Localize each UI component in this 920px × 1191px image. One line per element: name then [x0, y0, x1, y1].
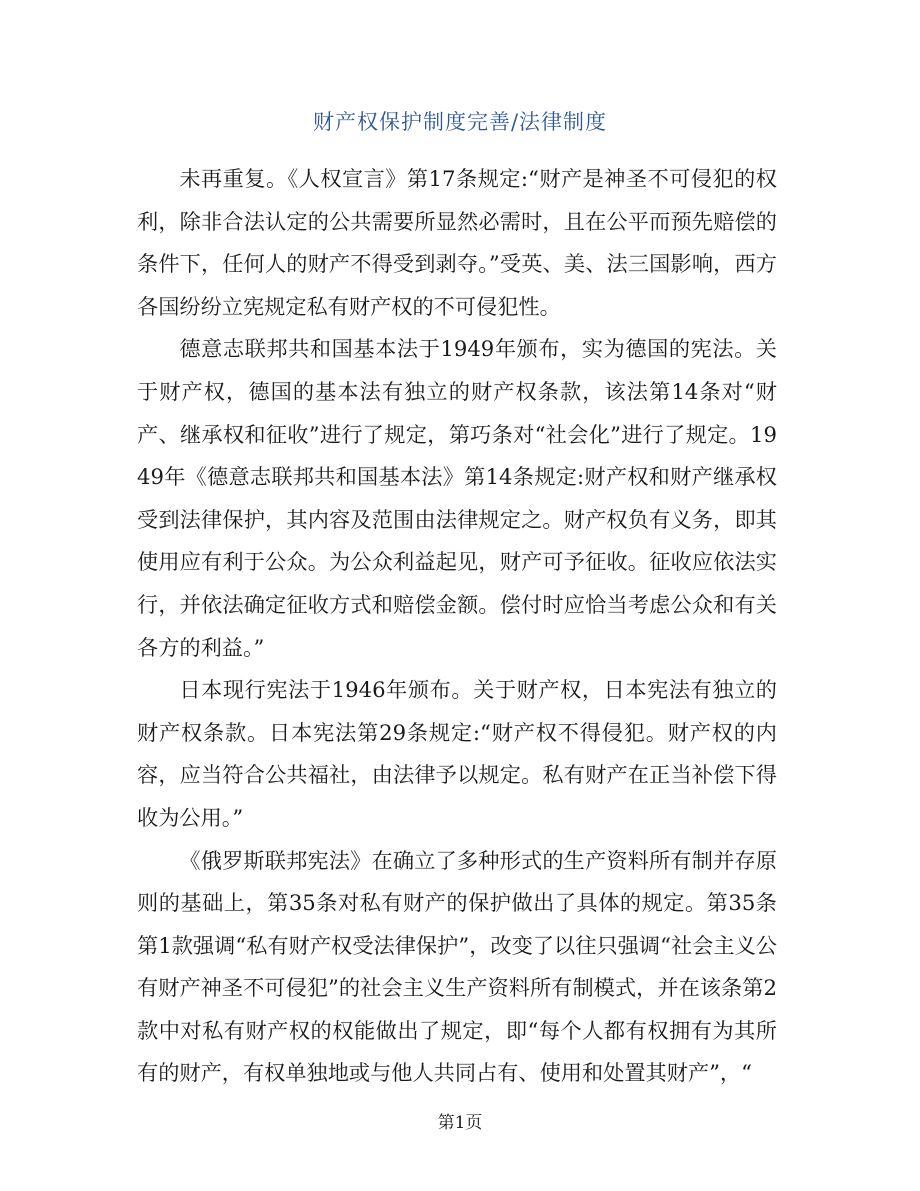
paragraph-1: 未再重复。《人权宣言》第17条规定:“财产是神圣不可侵犯的权利，除非合法认定的公共需要所显然必需时，且在公平而预先赔偿的条件下，任何人的财产不得受到剥夺。”受英、美、法三国影响，西方各国纷纷立宪规定私有财产权的不可侵犯性。 [137, 166, 777, 319]
document-title: 财产权保护制度完善/法律制度 [312, 110, 608, 134]
paragraph-2: 德意志联邦共和国基本法于1949年颁布，实为德国的宪法。关于财产权，德国的基本法有独立的财产权条款，该法第14条对“财产、继承权和征收”进行了规定，第巧条对“社会化”进行了规定。1949年《德意志联邦共和国基本法》第14条规定:财产权和财产继承权受到法律保护，其内容及范围由法律规定之。财产权负有义务，即其使用应有利于公众。为公众利益起见，财产可予征收。征收应依法实行，并依法确定征收方式和赔偿金额。偿付时应恰当考虑公众和有关各方的利益。” [137, 336, 777, 660]
paragraph-4: 《俄罗斯联邦宪法》在确立了多种形式的生产资料所有制并存原则的基础上，第35条对私有财产的保护做出了具体的规定。第35条第1款强调“私有财产权受法律保护”，改变了以往只强调“社会主义公有财产神圣不可侵犯”的社会主义生产资料所有制模式，并在该条第2款中对私有财产权的权能做出了规定，即“每个人都有权拥有为其所有的财产，有权单独地或与他人共同占有、使用和处置其财产”，“ [137, 847, 777, 1086]
page-number: 第1页 [437, 1113, 483, 1133]
paragraph-3: 日本现行宪法于1946年颁布。关于财产权，日本宪法有独立的财产权条款。日本宪法第29条规定:“财产权不得侵犯。财产权的内容，应当符合公共福社，由法律予以规定。私有财产在正当补偿下得收为公用。” [137, 677, 777, 830]
document-body [137, 158, 777, 1095]
